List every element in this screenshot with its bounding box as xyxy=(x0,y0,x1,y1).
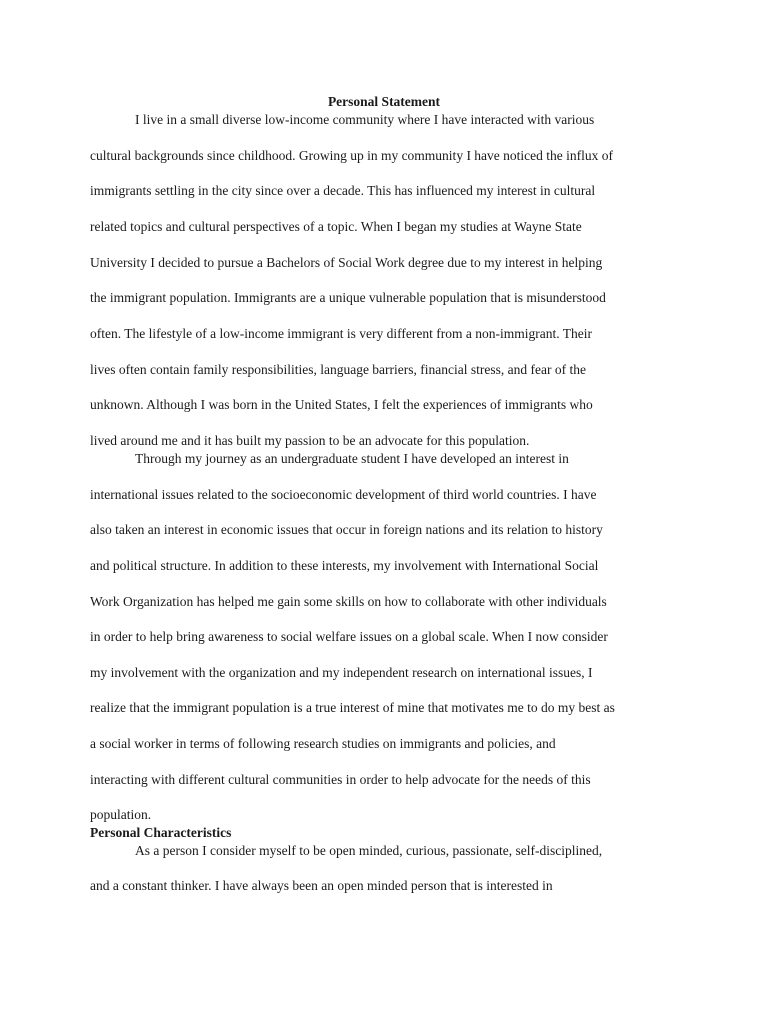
paragraph-2-line-6: in order to help bring awareness to social welfare issues on a global scale. When I now consider xyxy=(90,629,608,644)
paragraph-2-line-11: population. xyxy=(90,807,152,822)
paragraph-1-line-10: lived around me and it has built my passion to be an advocate for this population. xyxy=(90,433,530,448)
paragraph-2-line-7: my involvement with the organization and my independent research on international issues, I xyxy=(90,665,593,680)
paragraph-2-line-5: Work Organization has helped me gain some skills on how to collaborate with other individuals xyxy=(90,594,607,609)
paragraph-1-line-6: the immigrant population. Immigrants are a unique vulnerable population that is misunderstood xyxy=(90,290,606,305)
section-heading: Personal Characteristics xyxy=(90,825,232,840)
paragraph-1-line-8: lives often contain family responsibilities, language barriers, financial stress, and fear of the xyxy=(90,362,586,377)
paragraph-1-line-3: immigrants settling in the city since over a decade. This has influenced my interest in cultural xyxy=(90,183,596,198)
paragraph-2-line-2: international issues related to the socioeconomic development of third world countries. I have xyxy=(90,487,597,502)
paragraph-1-line-4: related topics and cultural perspectives of a topic. When I began my studies at Wayne State xyxy=(90,219,582,234)
paragraph-2-line-1: Through my journey as an undergraduate student I have developed an interest in xyxy=(135,451,569,466)
paragraph-1-line-7: often. The lifestyle of a low-income immigrant is very different from a non-immigrant. Their xyxy=(90,326,592,341)
paragraph-2-line-3: also taken an interest in economic issues that occur in foreign nations and its relation to history xyxy=(90,522,603,537)
paragraph-1-line-9: unknown. Although I was born in the United States, I felt the experiences of immigrants who xyxy=(90,397,593,412)
paragraph-3-line-1: As a person I consider myself to be open minded, curious, passionate, self-disciplined, xyxy=(135,843,603,858)
paragraph-1-line-5: University I decided to pursue a Bachelors of Social Work degree due to my interest in helping xyxy=(90,255,603,270)
paragraph-2-line-10: interacting with different cultural communities in order to help advocate for the needs of this xyxy=(90,772,591,787)
paragraph-2-line-4: and political structure. In addition to these interests, my involvement with International Social xyxy=(90,558,599,573)
paragraph-1-line-1: I live in a small diverse low-income community where I have interacted with various xyxy=(135,112,595,127)
paragraph-2-line-8: realize that the immigrant population is a true interest of mine that motivates me to do my best as xyxy=(90,700,615,715)
paragraph-1-line-2: cultural backgrounds since childhood. Growing up in my community I have noticed the influx of xyxy=(90,148,614,163)
paragraph-2-line-9: a social worker in terms of following research studies on immigrants and policies, and xyxy=(90,736,556,751)
paragraph-3-line-2: and a constant thinker. I have always been an open minded person that is interested in xyxy=(90,878,553,893)
document-title: Personal Statement xyxy=(327,94,441,109)
